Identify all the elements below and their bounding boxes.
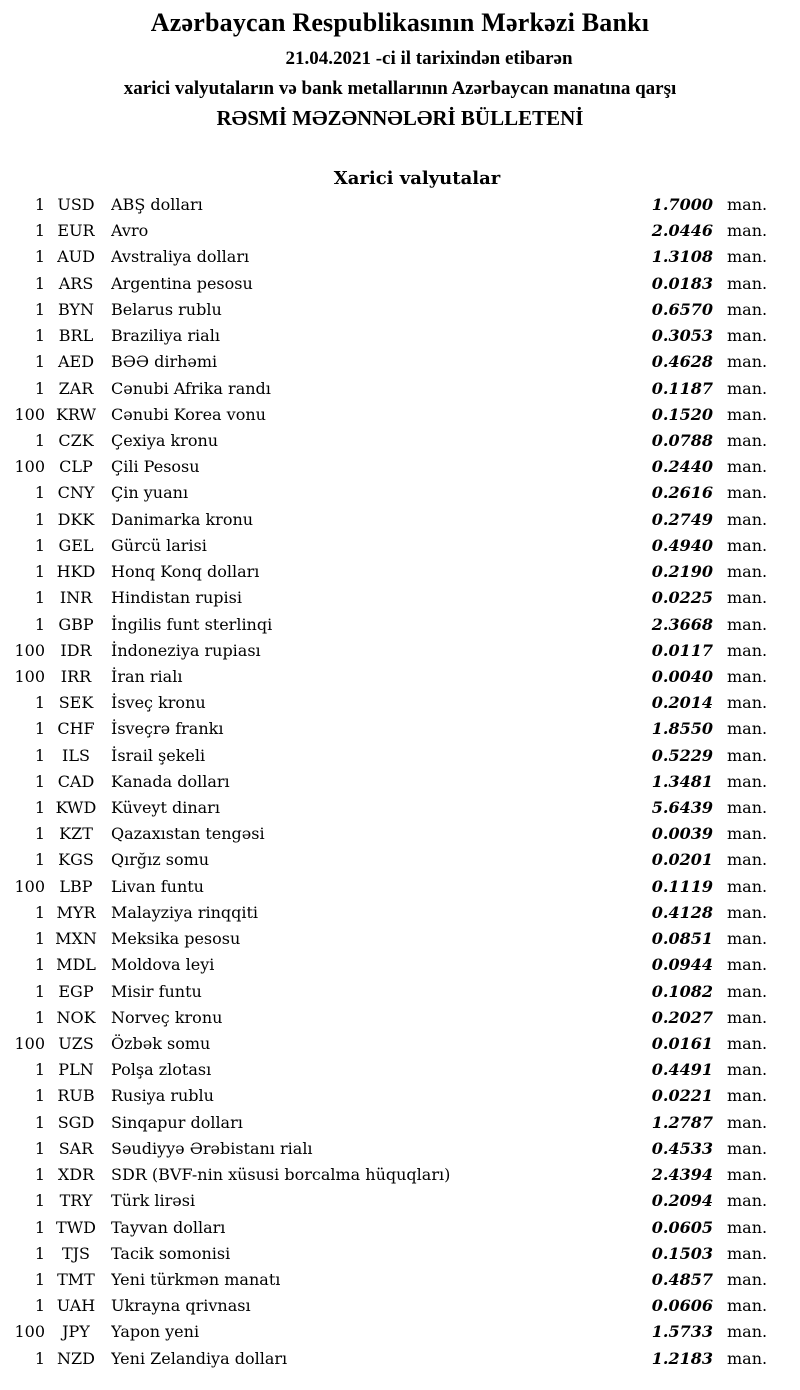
currency-code: IRR bbox=[60, 666, 92, 686]
currency-code: AED bbox=[57, 352, 95, 372]
currency-code: CAD bbox=[57, 771, 95, 791]
table-row bbox=[0, 247, 800, 273]
currency-quantity: 1 bbox=[34, 535, 45, 555]
unit-label: man. bbox=[727, 1269, 768, 1289]
currency-rate: 1.8550 bbox=[651, 719, 713, 739]
currency-name: Honq Konq dolları bbox=[111, 562, 260, 582]
bank-name-title: Azərbaycan Respublikasının Mərkəzi Bankı bbox=[150, 8, 650, 37]
currency-code: CNY bbox=[57, 483, 95, 503]
currency-code: ZAR bbox=[58, 378, 94, 398]
table-row bbox=[0, 772, 800, 798]
table-row bbox=[0, 1139, 800, 1165]
table-row bbox=[0, 746, 800, 772]
currency-name: İngilis funt sterlinqi bbox=[111, 614, 273, 634]
currency-quantity: 1 bbox=[34, 719, 45, 739]
table-row bbox=[0, 719, 800, 745]
unit-label: man. bbox=[727, 824, 768, 844]
currency-name: İsrail şekeli bbox=[111, 745, 206, 765]
currency-quantity: 1 bbox=[34, 693, 45, 713]
table-row bbox=[0, 379, 800, 405]
currency-name: İsveç kronu bbox=[111, 693, 206, 713]
table-row bbox=[0, 510, 800, 536]
currency-rate: 0.1119 bbox=[651, 876, 713, 896]
currency-rate: 1.3481 bbox=[651, 771, 713, 791]
currency-quantity: 1 bbox=[34, 299, 45, 319]
currency-code: SGD bbox=[57, 1112, 95, 1132]
currency-quantity: 1 bbox=[34, 221, 45, 241]
currency-rate: 0.4628 bbox=[651, 352, 713, 372]
currency-name: Sinqapur dolları bbox=[111, 1112, 243, 1132]
table-row bbox=[0, 693, 800, 719]
currency-code: UAH bbox=[56, 1296, 96, 1316]
currency-rate: 0.2749 bbox=[651, 509, 713, 529]
unit-label: man. bbox=[727, 693, 768, 713]
unit-label: man. bbox=[727, 745, 768, 765]
currency-rate: 0.2190 bbox=[651, 562, 713, 582]
currency-quantity: 1 bbox=[34, 1243, 45, 1263]
currency-code: JPY bbox=[62, 1322, 90, 1342]
table-row bbox=[0, 1296, 800, 1322]
currency-quantity: 1 bbox=[34, 902, 45, 922]
unit-label: man. bbox=[727, 195, 768, 214]
currency-rate: 0.0788 bbox=[651, 430, 713, 450]
unit-label: man. bbox=[727, 378, 768, 398]
section-title-foreign-currencies: Xarici valyutalar bbox=[333, 168, 501, 189]
currency-code: ILS bbox=[62, 745, 90, 765]
unit-label: man. bbox=[727, 483, 768, 503]
currency-code: IDR bbox=[60, 640, 92, 660]
currency-quantity: 1 bbox=[34, 929, 45, 949]
currency-code: EGP bbox=[58, 981, 94, 1001]
currency-name: Cənubi Afrika randı bbox=[111, 378, 271, 398]
currency-rate: 2.4394 bbox=[651, 1165, 713, 1185]
currency-quantity: 1 bbox=[34, 745, 45, 765]
table-row bbox=[0, 274, 800, 300]
currency-code: KZT bbox=[59, 824, 93, 844]
unit-label: man. bbox=[727, 981, 768, 1001]
unit-label: man. bbox=[727, 535, 768, 555]
unit-label: man. bbox=[727, 1034, 768, 1053]
currency-quantity: 1 bbox=[34, 430, 45, 450]
bulletin-title: RƏSMİ MƏZƏNNƏLƏRİ BÜLLETENİ bbox=[216, 106, 584, 130]
table-row bbox=[0, 195, 800, 221]
unit-label: man. bbox=[727, 247, 768, 267]
currency-rate: 1.3108 bbox=[651, 247, 713, 267]
table-row bbox=[0, 1218, 800, 1244]
table-row bbox=[0, 1034, 800, 1060]
currency-rate: 0.3053 bbox=[651, 326, 713, 346]
table-row bbox=[0, 300, 800, 326]
currency-quantity: 1 bbox=[34, 1269, 45, 1289]
table-row bbox=[0, 615, 800, 641]
currency-rate: 0.2616 bbox=[651, 483, 713, 503]
currency-quantity: 1 bbox=[34, 1348, 45, 1368]
table-row bbox=[0, 221, 800, 247]
currency-quantity: 1 bbox=[34, 798, 45, 818]
currency-code: CHF bbox=[57, 719, 95, 739]
table-row bbox=[0, 405, 800, 431]
currency-rate: 0.0605 bbox=[651, 1217, 713, 1237]
currency-code: RUB bbox=[57, 1086, 95, 1106]
table-row bbox=[0, 457, 800, 483]
currency-code: INR bbox=[59, 588, 93, 608]
unit-label: man. bbox=[727, 352, 768, 372]
currency-code: MXN bbox=[55, 929, 97, 949]
currency-quantity: 1 bbox=[34, 1060, 45, 1080]
currency-rate: 0.6570 bbox=[651, 299, 713, 319]
currency-name: Türk lirəsi bbox=[111, 1191, 196, 1211]
currency-code: NZD bbox=[57, 1348, 95, 1368]
currency-code: KRW bbox=[55, 404, 97, 424]
table-row bbox=[0, 352, 800, 378]
currency-code: XDR bbox=[57, 1165, 95, 1185]
unit-label: man. bbox=[727, 299, 768, 319]
unit-label: man. bbox=[727, 850, 768, 870]
currency-rate: 0.0039 bbox=[651, 824, 713, 844]
currency-rate: 0.1520 bbox=[651, 404, 713, 424]
table-row bbox=[0, 982, 800, 1008]
currency-rate: 0.4491 bbox=[651, 1060, 713, 1080]
unit-label: man. bbox=[727, 404, 768, 424]
currency-code: PLN bbox=[58, 1060, 94, 1080]
table-row bbox=[0, 955, 800, 981]
currency-rate: 0.0201 bbox=[651, 850, 713, 870]
currency-name: Qazaxıstan tengəsi bbox=[111, 824, 265, 844]
table-row bbox=[0, 877, 800, 903]
currency-name: Özbək somu bbox=[111, 1034, 211, 1053]
currency-rate: 1.2787 bbox=[651, 1112, 713, 1132]
unit-label: man. bbox=[727, 1191, 768, 1211]
table-row bbox=[0, 667, 800, 693]
table-row bbox=[0, 588, 800, 614]
currency-code: LBP bbox=[59, 876, 93, 896]
table-row bbox=[0, 1086, 800, 1112]
table-row bbox=[0, 326, 800, 352]
currency-name: Polşa zlotası bbox=[111, 1060, 212, 1080]
table-row bbox=[0, 1322, 800, 1348]
currency-rate: 1.5733 bbox=[651, 1322, 713, 1342]
currency-rate: 0.0221 bbox=[651, 1086, 713, 1106]
currency-rate: 0.4128 bbox=[651, 902, 713, 922]
table-row bbox=[0, 641, 800, 667]
currency-quantity: 1 bbox=[34, 1217, 45, 1237]
unit-label: man. bbox=[727, 457, 768, 477]
currency-code: EUR bbox=[57, 221, 95, 241]
unit-label: man. bbox=[727, 221, 768, 241]
currency-quantity: 100 bbox=[14, 457, 45, 477]
currency-rate: 0.0944 bbox=[651, 955, 713, 975]
currency-quantity: 1 bbox=[34, 273, 45, 293]
unit-label: man. bbox=[727, 929, 768, 949]
currency-code: HKD bbox=[56, 562, 96, 582]
unit-label: man. bbox=[727, 902, 768, 922]
currency-name: Çexiya kronu bbox=[111, 430, 219, 450]
unit-label: man. bbox=[727, 1348, 768, 1368]
unit-label: man. bbox=[727, 955, 768, 975]
currency-code: MDL bbox=[56, 955, 96, 975]
currency-name: Braziliya rialı bbox=[111, 326, 220, 346]
table-row bbox=[0, 903, 800, 929]
currency-name: Cənubi Korea vonu bbox=[111, 404, 266, 424]
currency-rate: 0.0117 bbox=[651, 640, 713, 660]
currency-code: DKK bbox=[57, 509, 95, 529]
currency-code: CLP bbox=[59, 457, 93, 477]
currency-rate: 0.0606 bbox=[651, 1296, 713, 1316]
currency-name: Gürcü larisi bbox=[111, 535, 207, 555]
unit-label: man. bbox=[727, 1243, 768, 1263]
currency-name: Ukrayna qrivnası bbox=[111, 1296, 251, 1316]
currency-quantity: 1 bbox=[34, 850, 45, 870]
currency-rate: 0.0225 bbox=[651, 588, 713, 608]
currency-code: TWD bbox=[56, 1217, 96, 1237]
currency-code: ARS bbox=[58, 273, 94, 293]
currency-quantity: 1 bbox=[34, 614, 45, 634]
currency-code: TMT bbox=[57, 1269, 95, 1289]
currency-rate: 0.4857 bbox=[651, 1269, 713, 1289]
currency-rate: 2.3668 bbox=[651, 614, 713, 634]
currency-name: Tacik somonisi bbox=[111, 1243, 231, 1263]
unit-label: man. bbox=[727, 1165, 768, 1185]
currency-quantity: 1 bbox=[34, 1007, 45, 1027]
currency-rate: 1.2183 bbox=[651, 1348, 713, 1368]
currency-name: SDR (BVF-nin xüsusi borcalma hüquqları) bbox=[111, 1165, 451, 1185]
currency-name: İndoneziya rupiası bbox=[111, 640, 261, 660]
currency-quantity: 1 bbox=[34, 955, 45, 975]
rates-table bbox=[0, 193, 800, 1375]
currency-rate: 0.2440 bbox=[651, 457, 713, 477]
table-row bbox=[0, 1349, 800, 1375]
unit-label: man. bbox=[727, 876, 768, 896]
currency-quantity: 1 bbox=[34, 326, 45, 346]
currency-quantity: 100 bbox=[14, 876, 45, 896]
currency-code: TJS bbox=[61, 1243, 91, 1263]
unit-label: man. bbox=[727, 430, 768, 450]
currency-code: SAR bbox=[58, 1138, 94, 1158]
currency-quantity: 1 bbox=[34, 588, 45, 608]
currency-code: MYR bbox=[56, 902, 96, 922]
currency-name: İsveçrə frankı bbox=[111, 719, 224, 739]
table-row bbox=[0, 824, 800, 850]
currency-quantity: 1 bbox=[34, 195, 45, 214]
table-row bbox=[0, 1165, 800, 1191]
currency-name: Yeni Zelandiya dolları bbox=[111, 1348, 288, 1368]
currency-name: Norveç kronu bbox=[111, 1007, 223, 1027]
table-row bbox=[0, 562, 800, 588]
currency-code: TRY bbox=[59, 1191, 93, 1211]
table-row bbox=[0, 1113, 800, 1139]
unit-label: man. bbox=[727, 719, 768, 739]
unit-label: man. bbox=[727, 771, 768, 791]
currency-quantity: 1 bbox=[34, 509, 45, 529]
currency-rate: 0.2014 bbox=[651, 693, 713, 713]
currency-quantity: 1 bbox=[34, 247, 45, 267]
currency-rate: 0.0161 bbox=[651, 1034, 713, 1053]
table-row bbox=[0, 1191, 800, 1217]
currency-name: Yapon yeni bbox=[111, 1322, 200, 1342]
currency-name: ABŞ dolları bbox=[111, 195, 203, 214]
unit-label: man. bbox=[727, 666, 768, 686]
table-row bbox=[0, 1008, 800, 1034]
currency-code: NOK bbox=[56, 1007, 96, 1027]
currency-name: Küveyt dinarı bbox=[111, 798, 220, 818]
table-row bbox=[0, 1060, 800, 1086]
effective-date-line: 21.04.2021 -ci il tarixindən etibarən bbox=[285, 48, 573, 69]
bulletin-document bbox=[0, 6, 800, 1375]
currency-code: BYN bbox=[57, 299, 95, 319]
currency-rate: 0.2094 bbox=[651, 1191, 713, 1211]
currency-quantity: 1 bbox=[34, 1191, 45, 1211]
currency-code: UZS bbox=[58, 1034, 94, 1053]
currency-quantity: 100 bbox=[14, 640, 45, 660]
currency-quantity: 1 bbox=[34, 378, 45, 398]
table-row bbox=[0, 798, 800, 824]
currency-quantity: 100 bbox=[14, 1034, 45, 1053]
currency-rate: 0.0040 bbox=[651, 666, 713, 686]
unit-label: man. bbox=[727, 1112, 768, 1132]
unit-label: man. bbox=[727, 509, 768, 529]
currency-rate: 0.0183 bbox=[651, 273, 713, 293]
unit-label: man. bbox=[727, 1322, 768, 1342]
currency-name: İran rialı bbox=[111, 666, 183, 686]
currency-code: KWD bbox=[55, 798, 97, 818]
currency-rate: 0.0851 bbox=[651, 929, 713, 949]
currency-quantity: 1 bbox=[34, 1086, 45, 1106]
currency-code: KGS bbox=[58, 850, 94, 870]
table-row bbox=[0, 1270, 800, 1296]
unit-label: man. bbox=[727, 562, 768, 582]
currency-quantity: 1 bbox=[34, 771, 45, 791]
currency-quantity: 100 bbox=[14, 666, 45, 686]
currency-rate: 0.2027 bbox=[651, 1007, 713, 1027]
currency-rate: 0.1503 bbox=[651, 1243, 713, 1263]
currency-quantity: 1 bbox=[34, 1296, 45, 1316]
currency-name: Hindistan rupisi bbox=[111, 588, 242, 608]
table-row bbox=[0, 483, 800, 509]
currency-name: Avstraliya dolları bbox=[111, 247, 250, 267]
table-row bbox=[0, 1244, 800, 1270]
currency-rate: 0.5229 bbox=[651, 745, 713, 765]
currency-name: Rusiya rublu bbox=[111, 1086, 214, 1106]
currency-name: Danimarka kronu bbox=[111, 509, 254, 529]
currency-code: CZK bbox=[58, 430, 94, 450]
currency-name: Argentina pesosu bbox=[111, 273, 253, 293]
unit-label: man. bbox=[727, 273, 768, 293]
currency-rate: 0.4533 bbox=[651, 1138, 713, 1158]
currency-rate: 5.6439 bbox=[651, 798, 713, 818]
currency-rate: 0.1082 bbox=[651, 981, 713, 1001]
currency-name: Livan funtu bbox=[111, 876, 204, 896]
currency-rate: 1.7000 bbox=[651, 195, 713, 214]
table-row bbox=[0, 929, 800, 955]
table-row bbox=[0, 536, 800, 562]
currency-name: BƏƏ dirhəmi bbox=[111, 352, 218, 372]
unit-label: man. bbox=[727, 1007, 768, 1027]
currency-name: Çin yuanı bbox=[111, 483, 189, 503]
currency-rate: 0.1187 bbox=[651, 378, 713, 398]
unit-label: man. bbox=[727, 326, 768, 346]
currency-quantity: 1 bbox=[34, 562, 45, 582]
table-row bbox=[0, 850, 800, 876]
currency-quantity: 1 bbox=[34, 483, 45, 503]
currency-quantity: 1 bbox=[34, 1138, 45, 1158]
unit-label: man. bbox=[727, 1060, 768, 1080]
currency-name: Tayvan dolları bbox=[111, 1217, 226, 1237]
currency-code: SEK bbox=[58, 693, 94, 713]
currency-quantity: 1 bbox=[34, 1165, 45, 1185]
currency-name: Avro bbox=[111, 221, 149, 241]
currency-name: Misir funtu bbox=[111, 981, 202, 1001]
unit-label: man. bbox=[727, 1296, 768, 1316]
currency-quantity: 1 bbox=[34, 981, 45, 1001]
unit-label: man. bbox=[727, 1217, 768, 1237]
unit-label: man. bbox=[727, 798, 768, 818]
currency-name: Belarus rublu bbox=[111, 299, 222, 319]
currency-code: USD bbox=[57, 195, 95, 214]
currency-rate: 0.4940 bbox=[651, 535, 713, 555]
currency-quantity: 100 bbox=[14, 1322, 45, 1342]
document-header bbox=[0, 6, 800, 132]
unit-label: man. bbox=[727, 588, 768, 608]
currency-name: Moldova leyi bbox=[111, 955, 215, 975]
unit-label: man. bbox=[727, 1086, 768, 1106]
unit-label: man. bbox=[727, 640, 768, 660]
currency-quantity: 100 bbox=[14, 404, 45, 424]
currency-code: GBP bbox=[58, 614, 94, 634]
currency-name: Yeni türkmən manatı bbox=[111, 1269, 281, 1289]
currency-code: GEL bbox=[58, 535, 94, 555]
currency-name: Səudiyyə Ərəbistanı rialı bbox=[111, 1138, 313, 1158]
currency-name: Malayziya rinqqiti bbox=[111, 902, 259, 922]
currency-name: Meksika pesosu bbox=[111, 929, 241, 949]
currency-quantity: 1 bbox=[34, 1112, 45, 1132]
currency-name: Çili Pesosu bbox=[111, 457, 200, 477]
unit-label: man. bbox=[727, 614, 768, 634]
currency-code: AUD bbox=[57, 247, 95, 267]
currency-name: Kanada dolları bbox=[111, 771, 230, 791]
currency-name: Qırğız somu bbox=[111, 850, 210, 870]
table-row bbox=[0, 431, 800, 457]
currency-code: BRL bbox=[58, 326, 94, 346]
currency-quantity: 1 bbox=[34, 352, 45, 372]
currency-quantity: 1 bbox=[34, 824, 45, 844]
subtitle-line: xarici valyutaların və bank metallarının Azərbaycan manatına qarşı bbox=[123, 78, 677, 99]
currency-rate: 2.0446 bbox=[651, 221, 713, 241]
unit-label: man. bbox=[727, 1138, 768, 1158]
